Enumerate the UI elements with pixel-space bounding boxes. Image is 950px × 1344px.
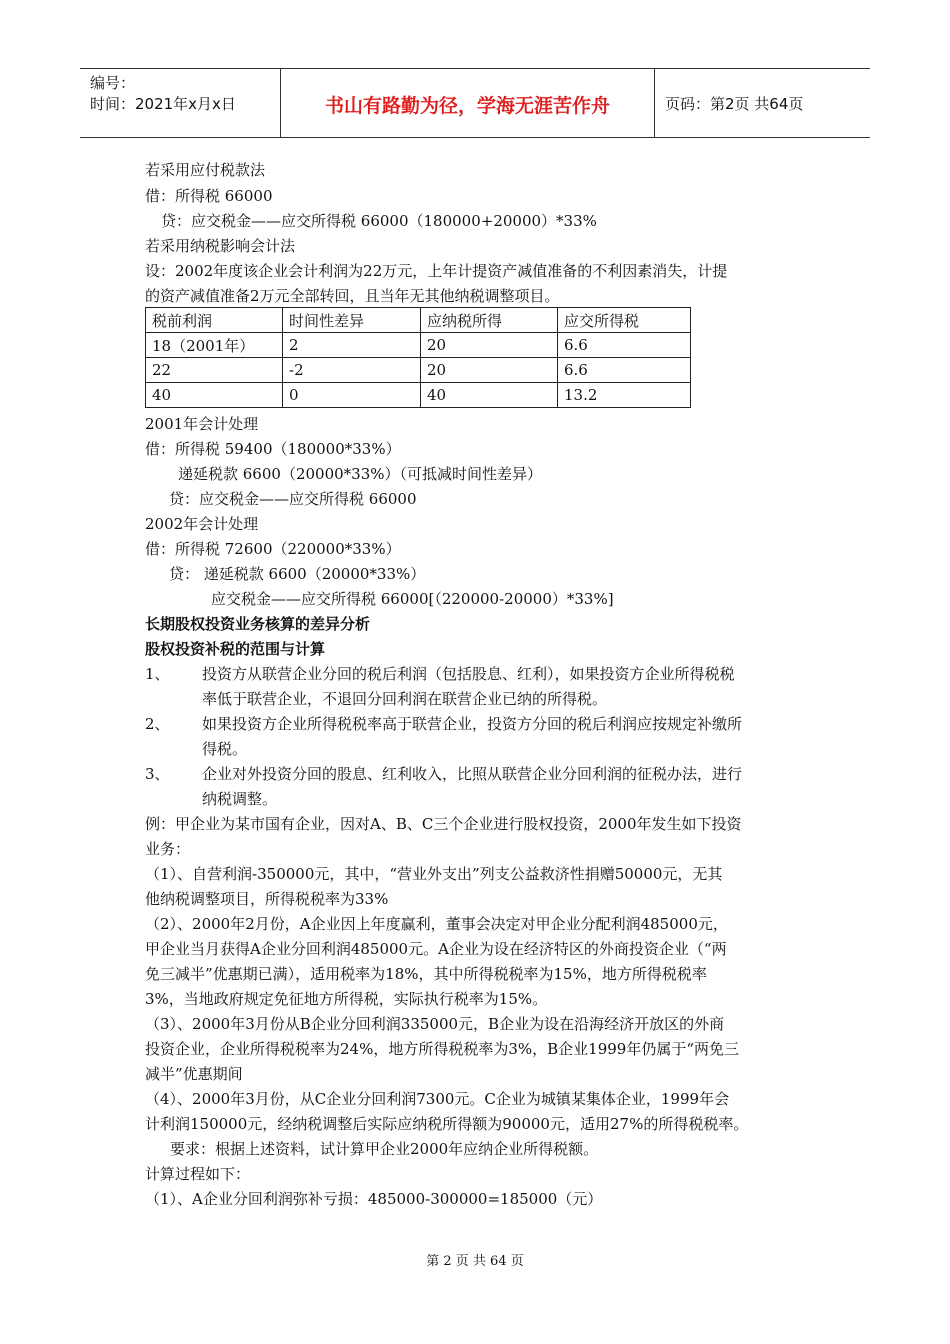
table-cell: -2 <box>283 358 421 383</box>
table-header-row <box>146 308 691 333</box>
text-line: 设：2002年度该企业会计利润为22万元，上年计提资产减值准备的不利因素消失，计提 <box>145 262 728 280</box>
list-item-text: 如果投资方企业所得税税率高于联营企业，投资方分回的税后利润应按规定补缴所 <box>202 715 743 733</box>
text-line: 业务： <box>145 840 191 858</box>
list-item-text: 得税。 <box>202 740 248 758</box>
header-meta <box>90 73 236 115</box>
table-cell: 6.6 <box>558 358 691 383</box>
number-label: 编号： <box>90 74 136 92</box>
text-line: 若采用纳税影响会计法 <box>145 237 296 255</box>
table-cell: 20 <box>421 358 558 383</box>
table-cell: 6.6 <box>558 333 691 358</box>
table-header-cell: 时间性差异 <box>283 308 421 333</box>
text-line: 3%，当地政府规定免征地方所得税，实际执行税率为15%。 <box>145 990 548 1008</box>
list-item-text: 率低于联营企业，不退回分回利润在联营企业已纳的所得税。 <box>202 690 608 708</box>
table-cell: 0 <box>283 383 421 408</box>
table-cell: 40 <box>421 383 558 408</box>
text-line: 应交税金——应交所得税 66000[（220000-20000）*33%] <box>211 590 614 608</box>
text-line: （1）、A企业分回利润弥补亏损：485000-300000=185000（元） <box>145 1190 603 1208</box>
text-line: 2002年会计处理 <box>145 515 259 533</box>
text-line: （4）、2000年3月份，从C企业分回利润7300元。C企业为城镇某集体企业，1999年会 <box>145 1090 730 1108</box>
text-line: 他纳税调整项目，所得税税率为33% <box>145 890 389 908</box>
text-line: 贷：应交税金——应交所得税 66000（180000+20000）*33% <box>161 212 597 230</box>
text-line: 的资产减值准备2万元全部转回，且当年无其他纳税调整项目。 <box>145 287 560 305</box>
text-line: 借：所得税 59400（180000*33%） <box>145 440 401 458</box>
list-item-text: 投资方从联营企业分回的税后利润（包括股息、红利），如果投资方企业所得税税 <box>202 665 735 683</box>
list-item-text: 企业对外投资分回的股息、红利收入，比照从联营企业分回利润的征税办法，进行 <box>202 765 743 783</box>
text-line: 要求：根据上述资料，试计算甲企业2000年应纳企业所得税额。 <box>170 1140 599 1158</box>
section-heading: 股权投资补税的范围与计算 <box>145 640 326 658</box>
text-line: 投资企业，企业所得税税率为24%，地方所得税税率为3%，B企业1999年仍属于“两免三 <box>145 1040 740 1058</box>
section-heading: 长期股权投资业务核算的差异分析 <box>145 615 371 633</box>
text-line: （3）、2000年3月份从B企业分回利润335000元，B企业为设在沿海经济开放区的外商 <box>145 1015 725 1033</box>
table-cell: 13.2 <box>558 383 691 408</box>
table-cell: 18（2001年） <box>146 333 283 358</box>
text-line: 贷： 递延税款 6600（20000*33%） <box>169 565 426 583</box>
list-number: 2、 <box>145 715 170 733</box>
text-line: （2）、2000年2月份，A企业因上年度赢利，董事会决定对甲企业分配利润485000元， <box>145 915 728 933</box>
page-header <box>80 68 870 138</box>
table-header-cell: 税前利润 <box>146 308 283 333</box>
text-line: 2001年会计处理 <box>145 415 259 433</box>
time-label: 时间：2021年x月x日 <box>90 95 236 113</box>
table-row <box>146 383 691 408</box>
text-line: 借：所得税 72600（220000*33%） <box>145 540 401 558</box>
list-number: 1、 <box>145 665 170 683</box>
table-cell: 40 <box>146 383 283 408</box>
page-info: 页码：第2页 共64页 <box>665 95 804 113</box>
table-row <box>146 333 691 358</box>
text-line: （1）、自营利润-350000元，其中，“营业外支出”列支公益救济性捐赠50000元，无其 <box>145 865 723 883</box>
header-divider <box>654 69 655 137</box>
table-header-cell: 应交所得税 <box>558 308 691 333</box>
tax-table <box>145 307 691 408</box>
text-line: 计算过程如下： <box>145 1165 251 1183</box>
table-cell: 20 <box>421 333 558 358</box>
text-line: 减半”优惠期间 <box>145 1065 243 1083</box>
table-cell: 22 <box>146 358 283 383</box>
text-line: 若采用应付税款法 <box>145 161 266 179</box>
table-header-cell: 应纳税所得 <box>421 308 558 333</box>
text-line: 递延税款 6600（20000*33%）（可抵减时间性差异） <box>178 465 543 483</box>
list-item-text: 纳税调整。 <box>202 790 278 808</box>
table-row <box>146 358 691 383</box>
text-line: 贷：应交税金——应交所得税 66000 <box>169 490 417 508</box>
text-line: 免三减半”优惠期已满），适用税率为18%，其中所得税税率为15%，地方所得税税率 <box>145 965 707 983</box>
header-motto: 书山有路勤为径，学海无涯苦作舟 <box>324 95 610 117</box>
table-cell: 2 <box>283 333 421 358</box>
list-number: 3、 <box>145 765 170 783</box>
text-line: 例：甲企业为某市国有企业，因对A、B、C三个企业进行股权投资，2000年发生如下投资 <box>145 815 742 833</box>
text-line: 借：所得税 66000 <box>145 187 273 205</box>
page-footer: 第 2 页 共 64 页 <box>426 1254 524 1269</box>
text-line: 甲企业当月获得A企业分回利润485000元。A企业为设在经济特区的外商投资企业（“两 <box>145 940 727 958</box>
text-line: 计利润150000元，经纳税调整后实际应纳税所得额为90000元，适用27%的所得税税率。 <box>145 1115 749 1133</box>
